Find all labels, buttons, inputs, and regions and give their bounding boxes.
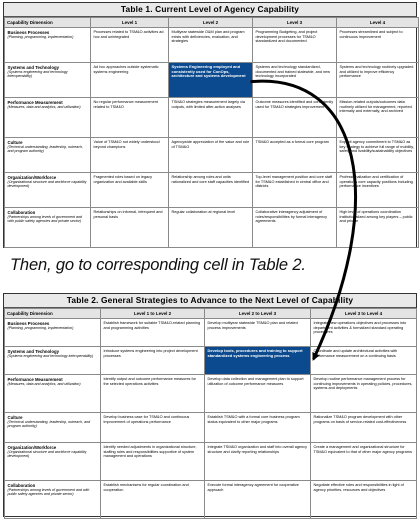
table-cell: Mission-related outputs/outcomes data routinely utilized for management, reported internally and externally, and archived bbox=[337, 98, 419, 138]
dimension-subtitle: (Organizational structure and workforce capability development) bbox=[7, 450, 87, 459]
table-cell: Identify needed adjustments in organizational structure, staffing roles and responsibilities supportive of system management and operations bbox=[101, 443, 205, 481]
t1-header-level-1: Level 1 bbox=[91, 18, 169, 28]
dimension-name: Collaboration bbox=[7, 483, 36, 488]
table-cell: Develop routine performance management process for continuing improvements in operating policies, procedures, systems and deployments bbox=[311, 375, 417, 413]
dimension-name: Systems and Technology bbox=[7, 65, 59, 70]
table-cell: Agencywide appreciation of the value and role of TSM&O bbox=[169, 138, 253, 173]
table-cell: Integrate new operations objectives and processes into department activities & formalized standard operating procedures bbox=[311, 319, 417, 347]
dimension-name: Organization/Workforce bbox=[7, 445, 57, 450]
dimension-name: Business Processes bbox=[7, 30, 50, 35]
dimension-name: Systems and Technology bbox=[7, 349, 59, 354]
table-cell: Top-level management position and core staff for TSM&O established in central office and districts bbox=[253, 173, 337, 208]
t2-header-dimension: Capability Dimension bbox=[5, 309, 101, 319]
table-cell: Value of TSM&O not widely understood beyond champions bbox=[91, 138, 169, 173]
table-row bbox=[5, 98, 419, 138]
table-row bbox=[5, 63, 419, 98]
table-cell: Systems and technology routinely upgraded and utilized to improve efficiency performance bbox=[337, 63, 419, 98]
dimension-subtitle: (Planning, programming, implementation) bbox=[7, 326, 74, 330]
table-cell: High level of operations coordination institutionalized among key players – public and private bbox=[337, 208, 419, 248]
table-cell: Identify output and outcome performance measures for the selected operations activities bbox=[101, 375, 205, 413]
t2-dimension-cell bbox=[5, 413, 101, 443]
table-cell: Introduce systems engineering into project development processes bbox=[101, 347, 205, 375]
dimension-subtitle: (Partnerships among levels of government and with public safety agencies and private sector) bbox=[7, 488, 90, 497]
table-cell: Professionalization and certification of operations core capacity positions including performance incentives bbox=[337, 173, 419, 208]
table-cell: Develop business case for TSM&O and continuous improvement of operations performance bbox=[101, 413, 205, 443]
table-cell: Collaborative interagency adjustment of roles/responsibilities by formal interagency agreements bbox=[253, 208, 337, 248]
table-cell: Processes streamlined and subject to continuous improvement bbox=[337, 28, 419, 63]
t1-dimension-cell bbox=[5, 208, 91, 248]
table-row bbox=[5, 481, 417, 519]
dimension-name: Organization/Workforce bbox=[7, 175, 57, 180]
table-row bbox=[5, 443, 417, 481]
dimension-subtitle: (Technical understanding, leadership, outreach, and program authority) bbox=[7, 145, 84, 154]
table-cell: Establish mechanisms for regular coordination and cooperation bbox=[101, 481, 205, 519]
dimension-name: Culture bbox=[7, 415, 23, 420]
table-1 bbox=[3, 2, 417, 248]
t1-dimension-cell bbox=[5, 138, 91, 173]
table-cell: Establish framework for suitable TSM&O-related planning and programming activities bbox=[101, 319, 205, 347]
table-cell: Systems and technology standardized, documented and trained statewide, and new technology incorporated bbox=[253, 63, 337, 98]
t1-dimension-cell bbox=[5, 63, 91, 98]
table-row bbox=[5, 28, 419, 63]
table-1-title: Table 1. Current Level of Agency Capability bbox=[4, 3, 416, 17]
t1-dimension-cell bbox=[5, 173, 91, 208]
table-row bbox=[5, 375, 417, 413]
table-cell: Outcome measures identified and consistently used for TSM&O strategies improvement bbox=[253, 98, 337, 138]
table-cell: TSM&O accepted as a formal core program bbox=[253, 138, 337, 173]
t1-dimension-cell bbox=[5, 28, 91, 63]
table-cell: TSM&O strategies measurement largely via outputs, with limited after-action analyses bbox=[169, 98, 253, 138]
instruction-caption: Then, go to corresponding cell in Table 2. bbox=[10, 256, 306, 274]
table-cell: Programming Budgeting, and project development processes for TSM&O standardized and documented bbox=[253, 28, 337, 63]
table-cell: No regular performance measurement related to TSM&O bbox=[91, 98, 169, 138]
dimension-name: Collaboration bbox=[7, 210, 36, 215]
table-2-grid bbox=[4, 308, 417, 519]
table-row bbox=[5, 347, 417, 375]
dimension-name: Culture bbox=[7, 140, 23, 145]
t2-dimension-cell bbox=[5, 319, 101, 347]
highlighted-cell: Develop tools, procedures and training to support standardized systems engineering process bbox=[205, 347, 311, 375]
table-cell: Rationalize TSM&O program development with other programs on basis of service-related cost-effectiveness bbox=[311, 413, 417, 443]
table-1-grid bbox=[4, 17, 419, 248]
table-cell: Explicit agency commitment to TSM&O as key strategy to achieve full range of mobility, safety and livability/sustainability objectives bbox=[337, 138, 419, 173]
t2-header-level-3-4: Level 3 to Level 4 bbox=[311, 309, 417, 319]
table-cell: Develop data collection and management plan to support utilization of outcome performance measures bbox=[205, 375, 311, 413]
table-cell: Execute formal interagency agreement for cooperative approach bbox=[205, 481, 311, 519]
t2-dimension-cell bbox=[5, 375, 101, 413]
dimension-subtitle: (Organizational structure and workforce capability development) bbox=[7, 180, 87, 189]
table-row bbox=[5, 413, 417, 443]
table-cell: Regular collaboration at regional level bbox=[169, 208, 253, 248]
table-row bbox=[5, 319, 417, 347]
dimension-subtitle: (Partnerships among levels of government and with public safety agencies and private sector) bbox=[7, 215, 83, 224]
t2-dimension-cell bbox=[5, 443, 101, 481]
t1-header-level-2: Level 2 bbox=[169, 18, 253, 28]
t1-header-level-4: Level 4 bbox=[337, 18, 419, 28]
t1-dimension-cell bbox=[5, 98, 91, 138]
table-cell: Fragmented roles based on legacy organization and available skills bbox=[91, 173, 169, 208]
dimension-subtitle: (Measures, data and analytics, and utilization) bbox=[7, 382, 81, 386]
table-cell: Multiyear statewide O&M plan and program exists with deficiencies, evaluation, and strategies bbox=[169, 28, 253, 63]
t2-dimension-cell bbox=[5, 347, 101, 375]
table-cell: Relationships on informal, infrequent and personal basis bbox=[91, 208, 169, 248]
table-cell: Ad hoc approaches outside systematic systems engineering bbox=[91, 63, 169, 98]
t1-header-level-3: Level 3 bbox=[253, 18, 337, 28]
t2-header-level-2-3: Level 2 to Level 3 bbox=[205, 309, 311, 319]
table-2-title: Table 2. General Strategies to Advance to the Next Level of Capability bbox=[4, 294, 416, 308]
dimension-subtitle: (Planning, programming, implementation) bbox=[7, 35, 74, 39]
table-cell: Processes related to TSM&O activities ad hoc and unintegrated bbox=[91, 28, 169, 63]
table-row bbox=[5, 208, 419, 248]
table-cell: Integrate TSM&O organization and staff into overall agency structure and clarify reporting relationships bbox=[205, 443, 311, 481]
table-cell: Create a management and organizational structure for TSM&O equivalent to that of other major agency programs bbox=[311, 443, 417, 481]
dimension-name: Performance Measurement bbox=[7, 377, 63, 382]
table-row bbox=[5, 173, 419, 208]
dimension-name: Business Processes bbox=[7, 321, 50, 326]
table-cell: Negotiate effective roles and responsibilities in light of agency priorities, resources and objectives bbox=[311, 481, 417, 519]
highlighted-cell: Systems Engineering employed and consistently used for ConOps, architecture and systems development bbox=[169, 63, 253, 98]
t2-header-level-1-2: Level 1 to Level 2 bbox=[101, 309, 205, 319]
table-cell: Develop multiyear statewide TSM&O plan and related process improvements bbox=[205, 319, 311, 347]
table-cell: Establish TSM&O with a formal core business program status equivalent to other major programs bbox=[205, 413, 311, 443]
dimension-name: Performance Measurement bbox=[7, 100, 63, 105]
dimension-subtitle: (Technical understanding, leadership, outreach, and program authority) bbox=[7, 420, 91, 429]
dimension-subtitle: (Systems engineering and technology interoperability) bbox=[7, 70, 68, 79]
table-2 bbox=[3, 293, 417, 517]
table-cell: Relationship among roles and units rationalized and core staff capacities identified bbox=[169, 173, 253, 208]
t2-dimension-cell bbox=[5, 481, 101, 519]
dimension-subtitle: (Systems engineering and technology interoperability) bbox=[7, 354, 94, 358]
t1-header-dimension: Capability Dimension bbox=[5, 18, 91, 28]
dimension-subtitle: (Measures, data and analytics, and utilization) bbox=[7, 105, 81, 109]
table-cell: Coordinate and update architectural activities with performance measurement on a continuing basis bbox=[311, 347, 417, 375]
table-row bbox=[5, 138, 419, 173]
